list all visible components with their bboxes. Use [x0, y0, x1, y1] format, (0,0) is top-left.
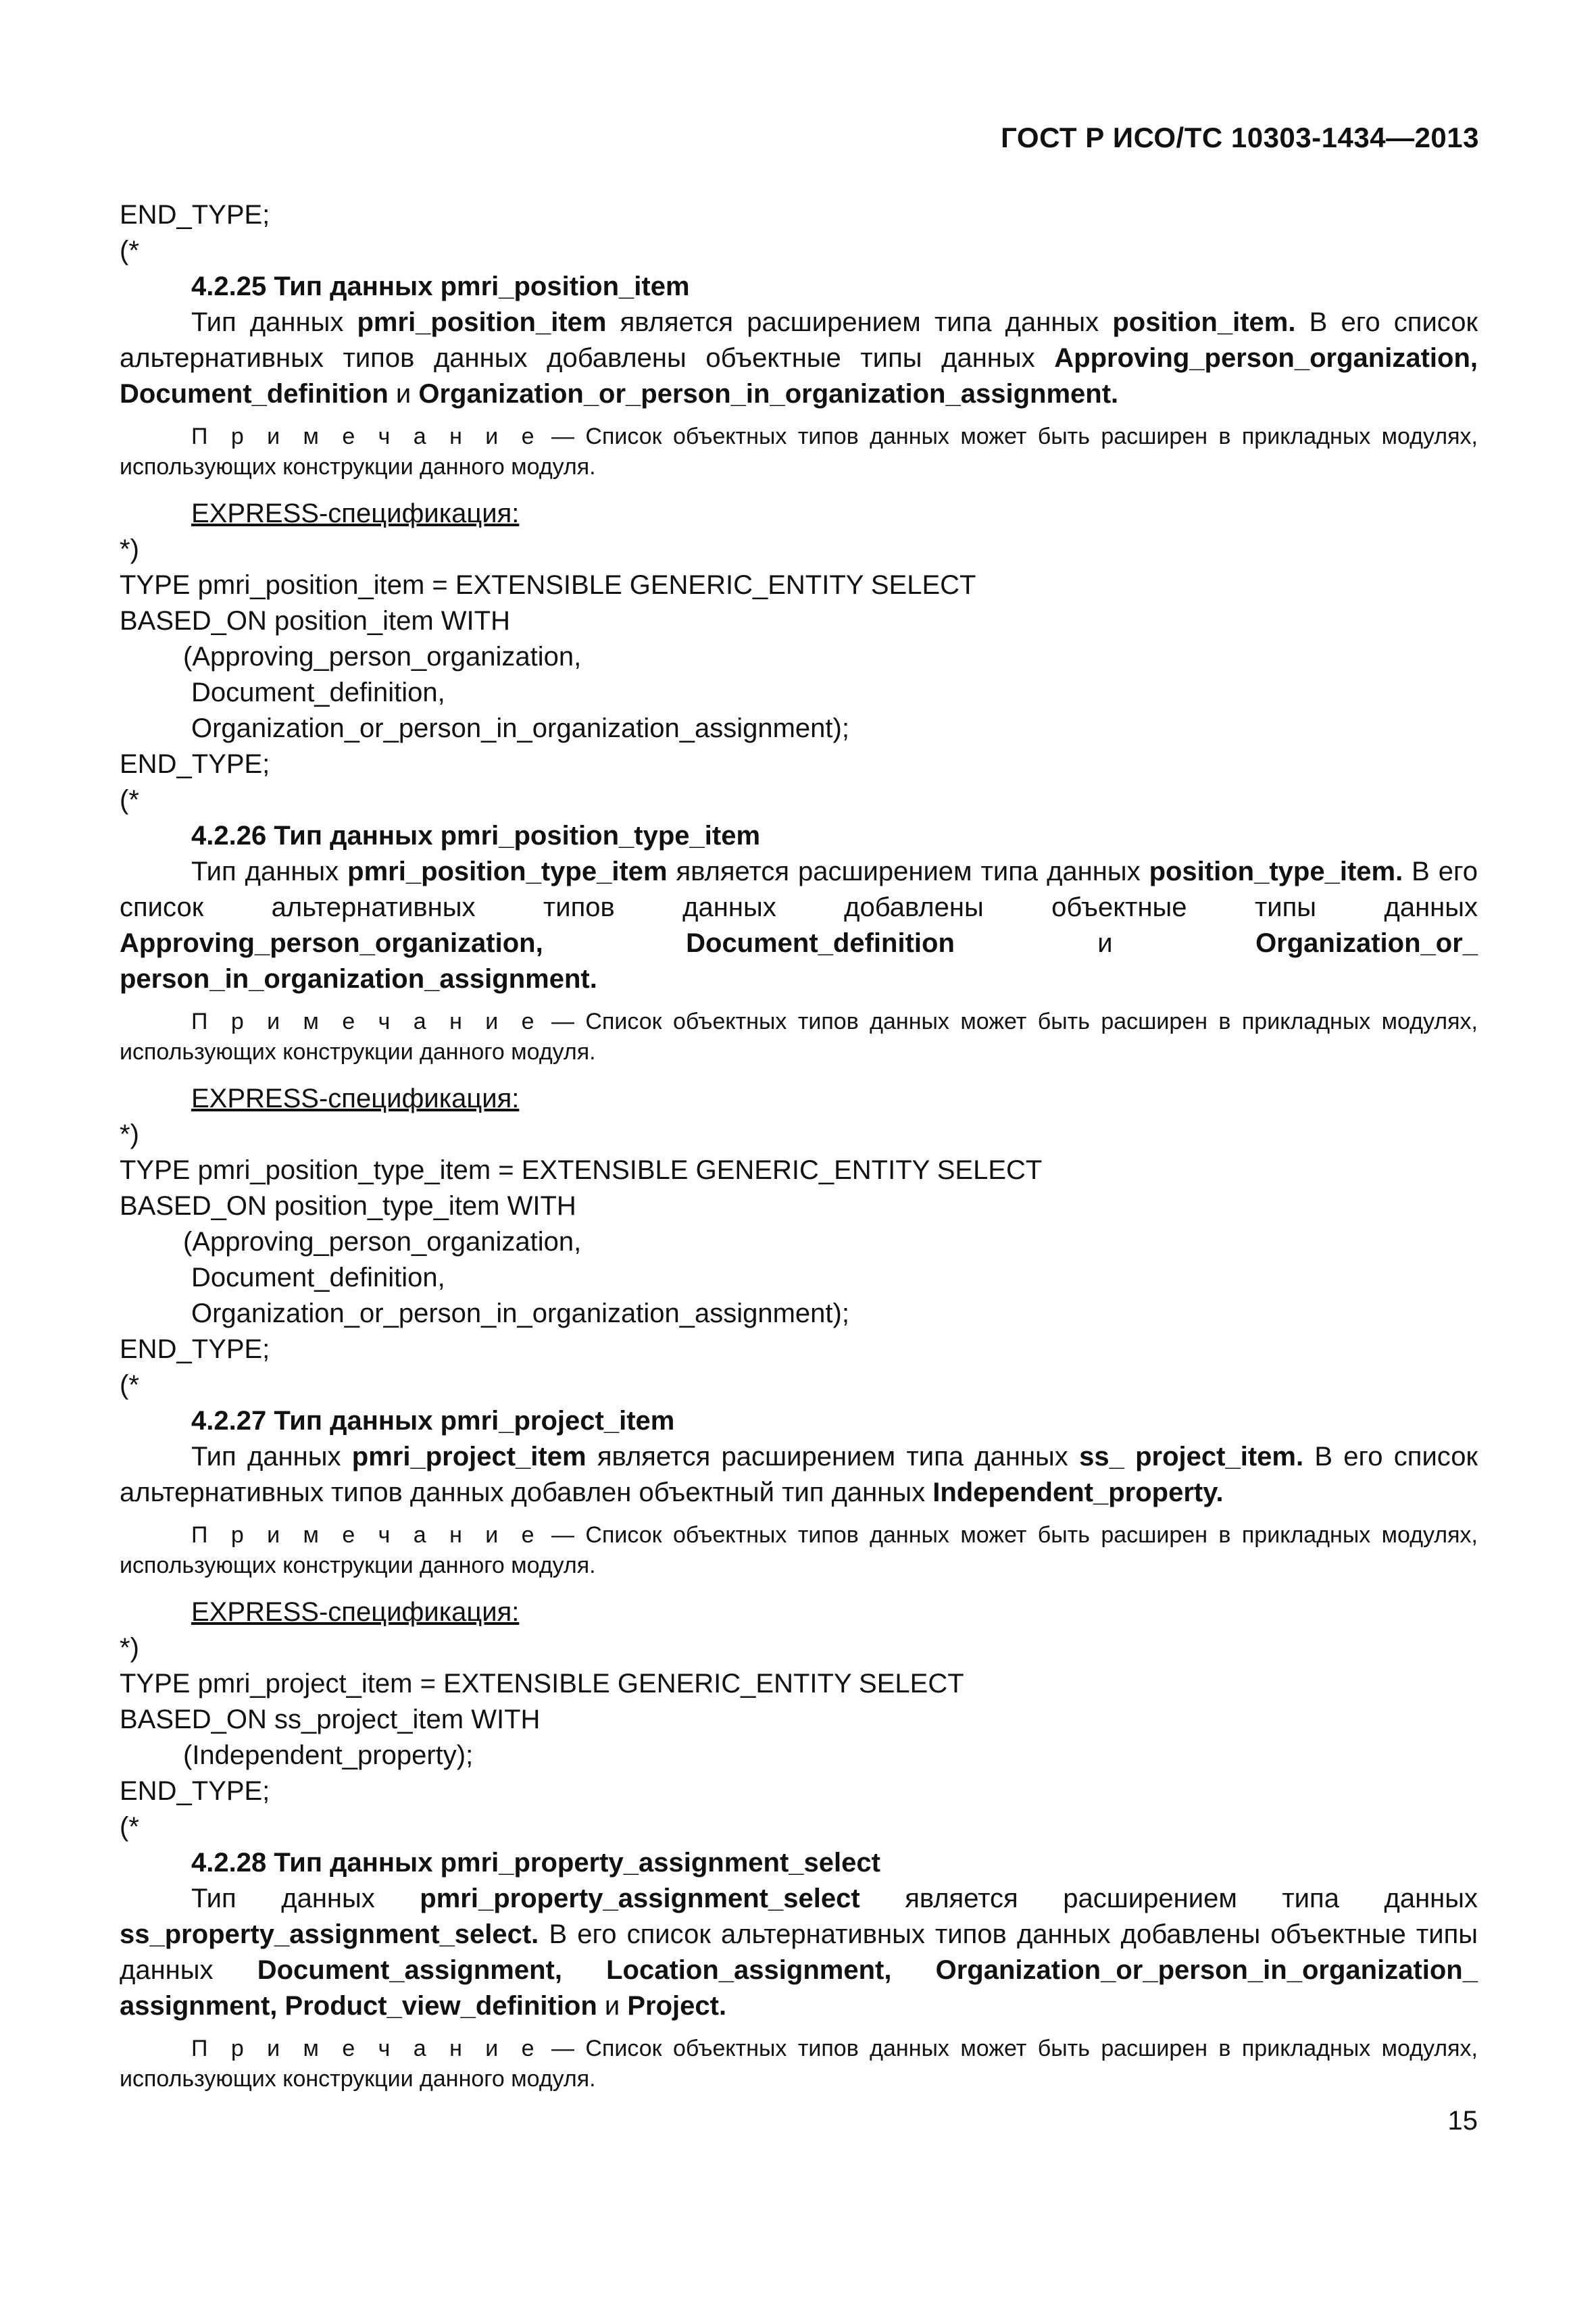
- bold-run: pmri_position_item: [357, 307, 607, 337]
- bold-run: Organization_or_person_in_organization_assignment.: [418, 379, 1119, 409]
- code-line: Organization_or_person_in_organization_assignment);: [191, 713, 849, 743]
- text-run: является расширением типа данных: [586, 1442, 1080, 1472]
- bold-run: pmri_position_type_item: [347, 857, 668, 886]
- bold-run: pmri_property_assignment_select: [420, 1884, 860, 1913]
- end-type-line: END_TYPE;: [120, 749, 270, 779]
- text-run: является расширением типа данных: [606, 307, 1113, 337]
- text-run: и: [388, 379, 419, 409]
- text-run: и: [597, 1991, 628, 2021]
- code-line: (Approving_person_organization,: [183, 642, 582, 672]
- bold-run: Document_assignment, Location_assignment, Organization_or_person_in_organization_ assignment, Product_view_definition: [120, 1955, 1478, 2021]
- note-4-2-25: [120, 422, 1478, 482]
- text-run: В его список альтернативных типов данных добавлен объектный тип данных: [120, 1442, 1478, 1507]
- code-line: BASED_ON ss_project_item WITH: [120, 1705, 541, 1734]
- note-label: П р и м е ч а н и е: [191, 424, 541, 449]
- note-label: П р и м е ч а н и е: [191, 1522, 541, 1548]
- text-run: Тип данных: [191, 1884, 420, 1913]
- code-line: (Independent_property);: [183, 1740, 474, 1770]
- text-run: Тип данных: [191, 1442, 352, 1472]
- note-label: П р и м е ч а н и е: [191, 2036, 541, 2061]
- text-run: Тип данных: [191, 307, 357, 337]
- bold-run: ss_property_assignment_select.: [120, 1919, 539, 1949]
- end-type-line: END_TYPE;: [120, 200, 270, 230]
- open-comment: (*: [120, 236, 139, 266]
- code-line: BASED_ON position_type_item WITH: [120, 1191, 576, 1221]
- code-line: TYPE pmri_position_type_item = EXTENSIBLE GENERIC_ENTITY SELECT: [120, 1155, 1043, 1185]
- open-comment: (*: [120, 1370, 139, 1400]
- page-content: [120, 197, 1478, 2108]
- bold-run: position_type_item.: [1149, 857, 1403, 886]
- section-paragraph-4-2-26: [120, 854, 1478, 997]
- code-line: Organization_or_person_in_organization_assignment);: [191, 1299, 849, 1328]
- note-4-2-26: [120, 1007, 1478, 1067]
- open-comment: (*: [120, 785, 139, 815]
- express-spec-label: EXPRESS-спецификация:: [191, 1084, 520, 1113]
- close-comment: *): [120, 534, 139, 564]
- text-run: Тип данных: [191, 857, 348, 886]
- section-heading-4-2-27: 4.2.27 Тип данных pmri_project_item: [191, 1406, 675, 1436]
- note-label: П р и м е ч а н и е: [191, 1009, 541, 1034]
- section-heading-4-2-25: 4.2.25 Тип данных pmri_position_item: [191, 272, 690, 301]
- note-text: — Список объектных типов данных может быть расширен в прикладных модулях, использующих конструкции данного модуля.: [120, 424, 1478, 480]
- express-spec-label: EXPRESS-спецификация:: [191, 499, 520, 528]
- end-type-line: END_TYPE;: [120, 1776, 270, 1806]
- code-line: Document_definition,: [191, 678, 445, 707]
- close-comment: *): [120, 1120, 139, 1149]
- text-run: В его список альтернативных типов данных добавлены объектные типы данных: [120, 1919, 1478, 1985]
- page-number: 15: [1447, 2106, 1478, 2136]
- bold-run: Project.: [627, 1991, 727, 2021]
- text-run: является расширением типа данных: [859, 1884, 1478, 1913]
- bold-run: Approving_person_organization, Document_definition: [120, 928, 955, 958]
- note-text: — Список объектных типов данных может быть расширен в прикладных модулях, использующих конструкции данного модуля.: [120, 1522, 1478, 1578]
- end-type-line: END_TYPE;: [120, 1334, 270, 1364]
- section-heading-4-2-28: 4.2.28 Тип данных pmri_property_assignment_select: [191, 1848, 880, 1878]
- code-line: (Approving_person_organization,: [183, 1227, 582, 1257]
- section-heading-4-2-26: 4.2.26 Тип данных pmri_position_type_item: [191, 821, 761, 851]
- text-run: является расширением типа данных: [667, 857, 1149, 886]
- section-paragraph-4-2-28: [120, 1881, 1478, 2024]
- bold-run: position_item.: [1112, 307, 1296, 337]
- code-line: TYPE pmri_position_item = EXTENSIBLE GENERIC_ENTITY SELECT: [120, 570, 976, 600]
- code-line: BASED_ON position_item WITH: [120, 606, 510, 636]
- code-line: TYPE pmri_project_item = EXTENSIBLE GENERIC_ENTITY SELECT: [120, 1669, 964, 1699]
- code-line: Document_definition,: [191, 1263, 445, 1292]
- note-text: — Список объектных типов данных может быть расширен в прикладных модулях, использующих конструкции данного модуля.: [120, 1009, 1478, 1065]
- bold-run: Approving_person_organization, Document_definition: [120, 343, 1478, 409]
- document-header: ГОСТ Р ИСО/ТС 10303-1434—2013: [1001, 122, 1479, 153]
- text-run: В его список альтернативных типов данных добавлены объектные типы данных: [120, 857, 1478, 922]
- section-paragraph-4-2-25: [120, 305, 1478, 412]
- close-comment: *): [120, 1633, 139, 1663]
- bold-run: Organization_or_ person_in_organization_assignment.: [120, 928, 1478, 994]
- bold-run: pmri_project_item: [351, 1442, 587, 1472]
- express-spec-label: EXPRESS-спецификация:: [191, 1597, 520, 1627]
- bold-run: ss_ project_item.: [1079, 1442, 1304, 1472]
- note-4-2-28: [120, 2034, 1478, 2094]
- bold-run: Independent_property.: [932, 1478, 1224, 1507]
- text-run: В его список альтернативных типов данных добавлены объектные типы данных: [120, 307, 1478, 373]
- note-4-2-27: [120, 1520, 1478, 1581]
- open-comment: (*: [120, 1812, 139, 1842]
- note-text: — Список объектных типов данных может быть расширен в прикладных модулях, использующих конструкции данного модуля.: [120, 2036, 1478, 2092]
- section-paragraph-4-2-27: [120, 1439, 1478, 1511]
- text-run: и: [954, 928, 1256, 958]
